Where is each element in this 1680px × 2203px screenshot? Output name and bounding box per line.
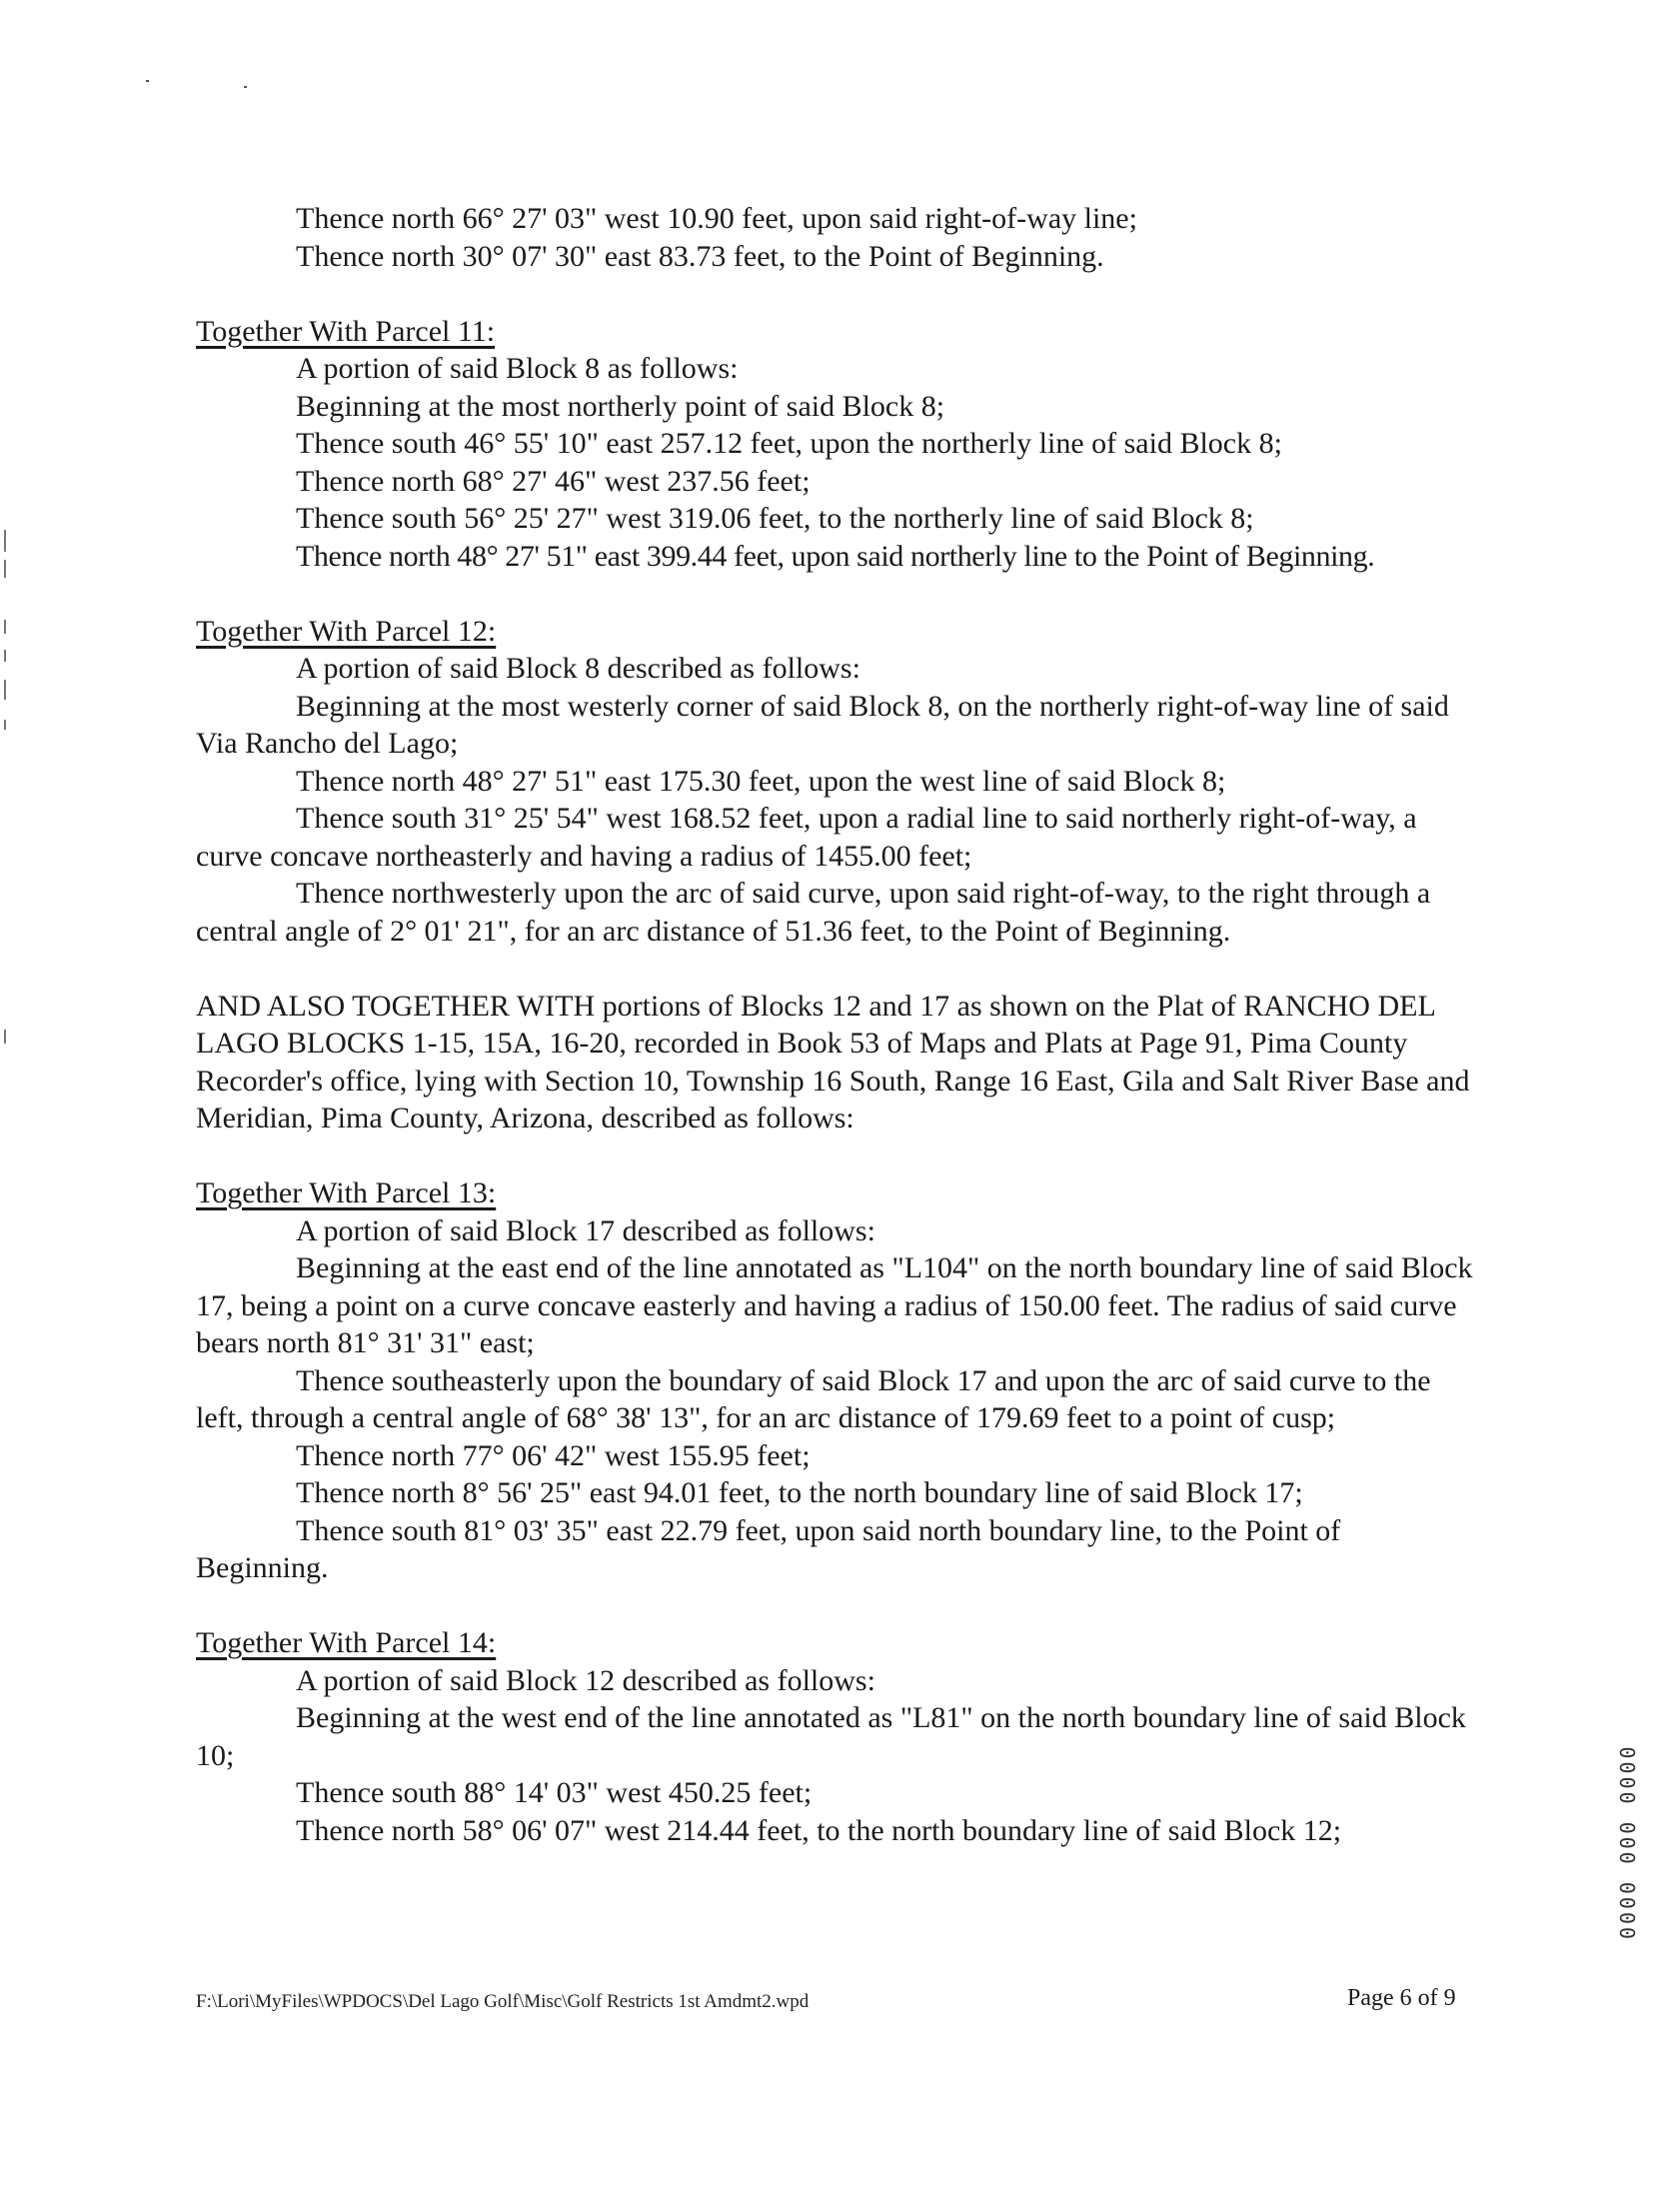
course-line: Thence north 48° 27' 51" east 175.30 feet, upon the west line of said Block 8;	[296, 764, 1226, 798]
course-line: Thence north 77° 06' 42" west 155.95 feet;	[296, 1438, 811, 1472]
svg-text:0000 000 0000: 0000 000 0000	[1616, 1743, 1640, 1939]
course-paragraph: Beginning at the west end of the line annotated as "L81" on the north boundary line of said Block 10;	[196, 1701, 1466, 1772]
course-line: Thence south 56° 25' 27" west 319.06 feet, to the northerly line of said Block 8;	[296, 502, 1254, 535]
course-line: Thence north 8° 56' 25" east 94.01 feet, to the north boundary line of said Block 17;	[296, 1476, 1303, 1509]
course-line: Thence north 66° 27' 03" west 10.90 feet, upon said right-of-way line;	[296, 202, 1137, 235]
course-line: A portion of said Block 17 described as follows:	[296, 1213, 875, 1247]
course-paragraph: Thence northwesterly upon the arc of said curve, upon said right-of-way, to the right through a central angle of 2° 01' 21", for an arc distance of 51.36 feet, to the Point of Beginning.	[196, 877, 1431, 948]
course-line: Thence south 88° 14' 03" west 450.25 feet;	[296, 1776, 813, 1809]
course-paragraph: Beginning at the east end of the line annotated as "L104" on the north boundary line of said Block 17, being a point on a curve concave easterly and having a radius of 150.00 feet. The radius of said curve bears north 81° 31' 31" east;	[196, 1251, 1473, 1359]
also-together-paragraph: AND ALSO TOGETHER WITH portions of Blocks 12 and 17 as shown on the Plat of RANCHO DEL LAGO BLOCKS 1-15, 15A, 16-20, recorded in Book 53 of Maps and Plats at Page 91, Pima County Recorder's office, lying with Section 10, Township 16 South, Range 16 East, Gila and Salt River Base and Meridian, Pima County, Arizona, described as follows:	[196, 989, 1470, 1134]
course-line: A portion of said Block 8 described as follows:	[296, 652, 860, 685]
course-paragraph: Thence southeasterly upon the boundary of said Block 17 and upon the arc of said curve to the left, through a central angle of 68° 38' 13", for an arc distance of 179.69 feet to a point of cusp;	[196, 1363, 1431, 1434]
course-line: Thence north 58° 06' 07" west 214.44 feet, to the north boundary line of said Block 12;	[296, 1813, 1342, 1847]
footer-file-path: F:\Lori\MyFiles\WPDOCS\Del Lago Golf\Misc\Golf Restricts 1st Amdmt2.wpd	[196, 1991, 810, 2012]
course-line: Thence north 30° 07' 30" east 83.73 feet, to the Point of Beginning.	[296, 239, 1104, 273]
parcel-13-heading: Together With Parcel 13:	[196, 1176, 497, 1209]
course-line: Thence north 68° 27' 46" west 237.56 feet;	[296, 464, 811, 498]
course-paragraph: Thence south 81° 03' 35" east 22.79 feet, upon said north boundary line, to the Point of Beginning.	[196, 1513, 1341, 1584]
course-line: Thence north 48° 27' 51" east 399.44 feet, upon said northerly line to the Point of Beginning.	[296, 539, 1375, 573]
parcel-14-heading: Together With Parcel 14:	[196, 1626, 497, 1659]
course-line: A portion of said Block 8 as follows:	[296, 352, 739, 385]
course-paragraph: Beginning at the most westerly corner of said Block 8, on the northerly right-of-way line of said Via Rancho del Lago;	[196, 689, 1449, 760]
parcel-11-heading: Together With Parcel 11:	[196, 314, 496, 348]
course-line: A portion of said Block 12 described as follows:	[296, 1663, 875, 1697]
recorder-margin-stamp	[1609, 1584, 1649, 1944]
course-paragraph: Thence south 31° 25' 54" west 168.52 feet, upon a radial line to said northerly right-of-way, a curve concave northeasterly and having a radius of 1455.00 feet;	[196, 802, 1417, 873]
course-line: Beginning at the most northerly point of said Block 8;	[296, 389, 945, 423]
footer-page-number: Page 6 of 9	[1347, 1985, 1456, 2011]
course-line: Thence south 46° 55' 10" east 257.12 feet, upon the northerly line of said Block 8;	[296, 427, 1282, 460]
parcel-12-heading: Together With Parcel 12:	[196, 614, 497, 648]
document-body	[196, 200, 1480, 1849]
